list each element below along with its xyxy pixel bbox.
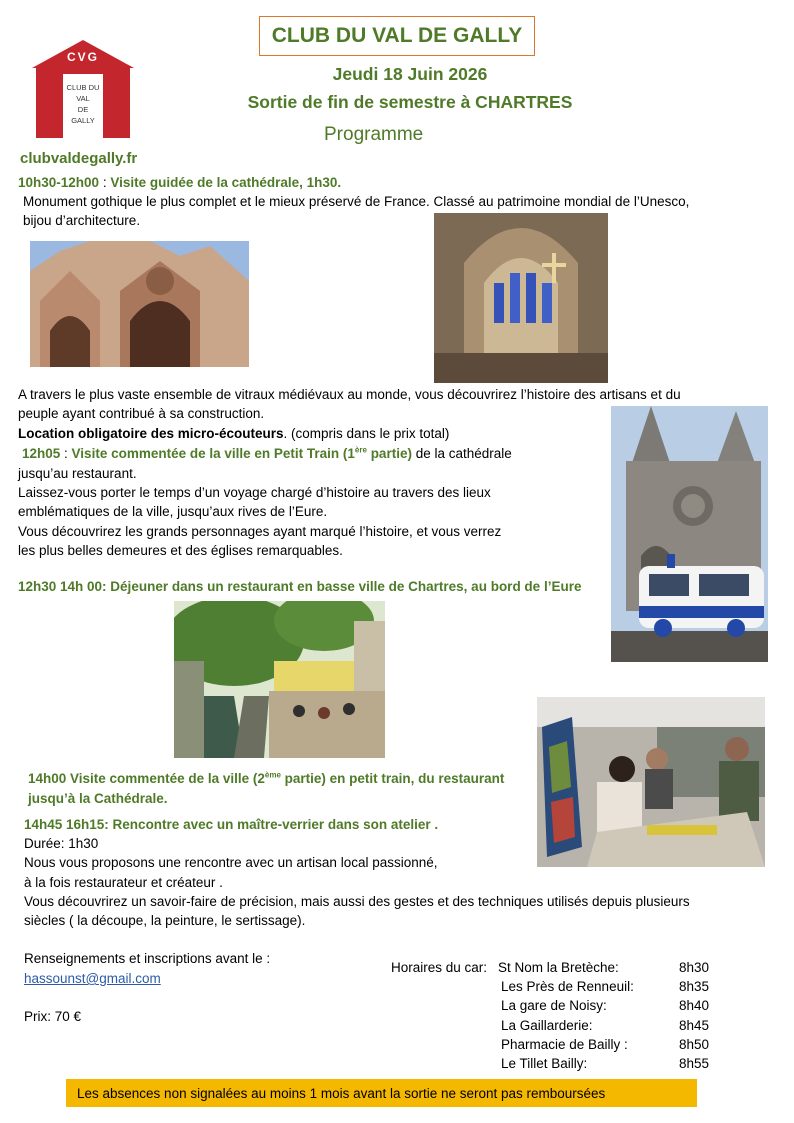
train-text-1: jusqu’au restaurant. — [18, 466, 137, 481]
vitraux-text-1: A travers le plus vaste ensemble de vitraux médiévaux au monde, vous découvrirez l’histoire des artisans et du — [18, 387, 681, 402]
glassmaker-heading: 14h45 16h15: Rencontre avec un maître-verrier dans son atelier . — [24, 817, 439, 832]
cathedral-text-1: Monument gothique le plus complet et le mieux préservé de France. Classé au patrimoine mondial de l’Unesco, — [23, 194, 690, 209]
schedule-time: 8h35 — [679, 979, 710, 994]
price: Prix: 70 € — [24, 1009, 82, 1024]
logo-line: GALLY — [71, 116, 95, 125]
event-subtitle: Sortie de fin de semestre à CHARTRES — [247, 92, 573, 112]
refund-notice: Les absences non signalées au moins 1 mois avant la sortie ne seront pas remboursées — [77, 1085, 606, 1101]
glassmaker-duration: Durée: 1h30 — [24, 836, 99, 851]
train-title — [72, 446, 412, 461]
cathedral-interior-photo — [434, 213, 608, 383]
cathedral-train-photo — [611, 406, 768, 662]
train-return-line-1 — [28, 769, 504, 788]
logo-line: CLUB DU — [66, 83, 100, 92]
glassmaker-text-1: Nous vous proposons une rencontre avec un artisan local passionné, — [24, 855, 438, 870]
train-return-line-2: jusqu’à la Cathédrale. — [28, 791, 168, 806]
refund-notice-banner — [66, 1079, 697, 1107]
section-title: Visite guidée de la cathédrale, 1h30. — [110, 175, 342, 190]
schedule-place: La gare de Noisy: — [501, 998, 607, 1013]
vitraux-text-2: peuple ayant contribué à sa construction. — [18, 406, 265, 421]
train-return-a: 14h00 Visite commentée de la ville (2 — [28, 771, 265, 786]
train-title-a: Visite commentée de la ville en Petit Train (1 — [71, 446, 355, 461]
section-cathedral-heading — [18, 173, 341, 192]
club-logo — [32, 38, 134, 138]
event-date: Jeudi 18 Juin 2026 — [332, 64, 488, 84]
schedule-time: 8h45 — [679, 1018, 710, 1033]
train-text-2: Laissez-vous porter le temps d’un voyage chargé d’histoire au travers des lieux — [18, 485, 491, 500]
train-title-sup: ère — [354, 445, 367, 455]
schedule-label: Horaires du car: — [391, 960, 488, 975]
schedule-time: 8h50 — [679, 1037, 710, 1052]
train-return-sup: ème — [264, 770, 281, 780]
glass-workshop-photo — [537, 697, 765, 867]
schedule-time: 8h55 — [679, 1056, 710, 1071]
location-note — [18, 424, 449, 443]
restaurant-river-photo — [174, 601, 385, 758]
schedule-place: La Gaillarderie: — [501, 1018, 593, 1033]
contact-email-link[interactable]: hassounst@gmail.com — [24, 971, 161, 986]
train-tail: de la cathédrale — [411, 446, 512, 461]
website-link[interactable]: clubvaldegally.fr — [20, 150, 138, 167]
train-heading — [22, 444, 512, 463]
schedule-place: Les Près de Renneuil: — [501, 979, 634, 994]
train-return-b: partie) en petit train, du restaurant — [280, 771, 505, 786]
glassmaker-text-4: siècles ( la découpe, la peinture, le sertissage). — [24, 913, 306, 928]
logo-line: DE — [77, 105, 89, 114]
programme-heading: Programme — [324, 124, 424, 145]
logo-line: VAL — [76, 94, 90, 103]
title-box — [259, 16, 535, 56]
schedule-place: Le Tillet Bailly: — [501, 1056, 588, 1071]
section-time: 10h30-12h00 — [18, 175, 100, 190]
registration-label: Renseignements et inscriptions avant le : — [24, 951, 271, 966]
train-title-b: partie) — [366, 446, 412, 461]
glassmaker-text-3: Vous découvrirez un savoir-faire de précision, mais aussi des gestes et des techniques utilisés depuis plusieurs — [24, 894, 690, 909]
logo-initials: CVG — [66, 50, 99, 64]
club-name: CLUB DU VAL DE GALLY — [271, 24, 523, 47]
glassmaker-text-2: à la fois restaurateur et créateur . — [24, 875, 223, 890]
train-text-3: emblématiques de la ville, jusqu’aux rives de l’Eure. — [18, 504, 328, 519]
lunch-heading: 12h30 14h 00: Déjeuner dans un restaurant en basse ville de Chartres, au bord de l’Eure — [18, 579, 582, 594]
separator: : — [99, 175, 111, 190]
section-time: 12h05 — [22, 446, 61, 461]
schedule-time: 8h30 — [679, 960, 710, 975]
schedule-place: Pharmacie de Bailly : — [501, 1037, 628, 1052]
schedule-time: 8h40 — [679, 998, 710, 1013]
train-text-4: Vous découvrirez les grands personnages ayant marqué l’histoire, et vous verrez — [18, 524, 502, 539]
location-bold: Location obligatoire des micro-écouteurs — [18, 426, 284, 441]
cathedral-text-2: bijou d’architecture. — [23, 213, 141, 228]
location-rest: . (compris dans le prix total) — [283, 426, 450, 441]
cathedral-facade-photo — [30, 241, 249, 367]
separator: : — [60, 446, 72, 461]
schedule-place: St Nom la Bretèche: — [498, 960, 619, 975]
train-text-5: les plus belles demeures et des églises remarquables. — [18, 543, 343, 558]
